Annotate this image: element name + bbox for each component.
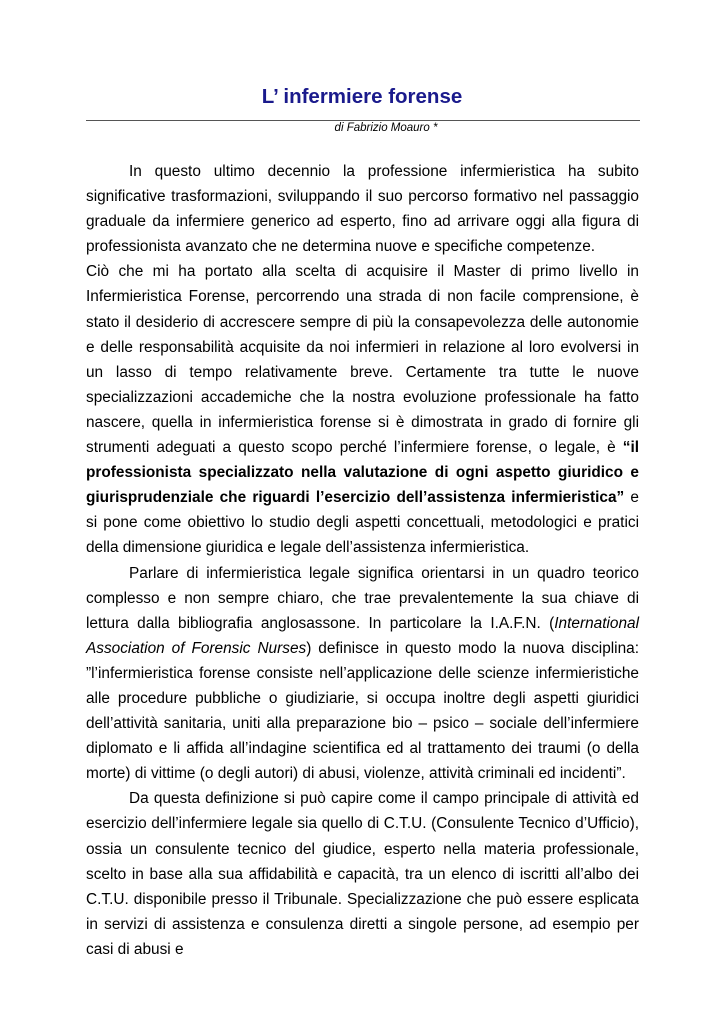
paragraph-3-text-a: Parlare di infermieristica legale significa orientarsi in un quadro teorico complesso e non sempre chiaro, che trae prevalentemente la sua chiave di lettura dalla bibliografia anglosassone. In particolare la I.A.F.N. ( — [86, 564, 639, 632]
paragraph-2-bold-quote: “il professionista specializzato nella valutazione di ogni aspetto giuridico e giurisprudenziale che riguardi l’esercizio dell’assistenza infermieristica” — [86, 439, 639, 507]
paragraph-2-text-a: Ciò che mi ha portato alla scelta di acquisire il Master di primo livello in Infermieristica Forense, percorrendo una strada di non facile comprensione, è stato il desiderio di accrescere sempre di più la consapevolezza delle autonomie e delle responsabilità acquisite da noi infermieri in relazione al loro evolversi in un lasso di tempo relativamente breve. Certamente tra tutte le nuove specializzazioni accademiche che la nostra evoluzione professionale ha fatto nascere, quella in infermieristica forense si è dimostrata in grado di fornire gli strumenti adeguati a questo scopo perché l’infermiere forense, o legale, è — [86, 263, 639, 457]
paragraph-3-italic-name: International Association of Forensic Nurses — [86, 614, 639, 657]
paragraph-3 — [86, 561, 639, 787]
paragraph-2-text-b: e si pone come obiettivo lo studio degli aspetti concettuali, metodologici e pratici della dimensione giuridica e legale dell’assistenza infermieristica. — [86, 489, 639, 557]
author-line — [0, 121, 724, 135]
author-name: di Fabrizio Moauro * — [334, 122, 438, 134]
document-body — [86, 159, 639, 962]
paragraph-3-text-b: ) definisce in questo modo la nuova disciplina: ”l’infermieristica forense consiste nell’applicazione delle scienze infermieristiche alle procedure pubbliche o giudiziarie, si occupa inoltre degli aspetti giuridici dell’attività sanitaria, uniti alla preparazione bio – psico – sociale dell’infermiere diplomato e li affida all’indagine scientifica ed al trattamento dei traumi (o della morte) di vittime (o degli autori) di abusi, violenze, attività criminali ed incidenti”. — [86, 639, 639, 783]
document-title: L’ infermiere forense — [261, 85, 463, 108]
paragraph-2 — [86, 259, 639, 560]
paragraph-1: In questo ultimo decennio la professione infermieristica ha subito significative trasformazioni, sviluppando il suo percorso formativo nel passaggio graduale da infermiere generico ad esperto, fino ad arrivare oggi alla figura di professionista avanzato che ne determina nuove e specifiche competenze. — [86, 163, 639, 256]
paragraph-4: Da questa definizione si può capire come il campo principale di attività ed esercizio dell’infermiere legale sia quello di C.T.U. (Consulente Tecnico d’Ufficio), ossia un consulente tecnico del giudice, esperto nella materia professionale, scelto in base alla sua affidabilità e capacità, tra un elenco di iscritti all’albo dei C.T.U. disponibile presso il Tribunale. Specializzazione che può essere esplicata in servizi di assistenza e consulenza diretti a singole persone, ad esempio per casi di abusi e — [86, 790, 639, 958]
